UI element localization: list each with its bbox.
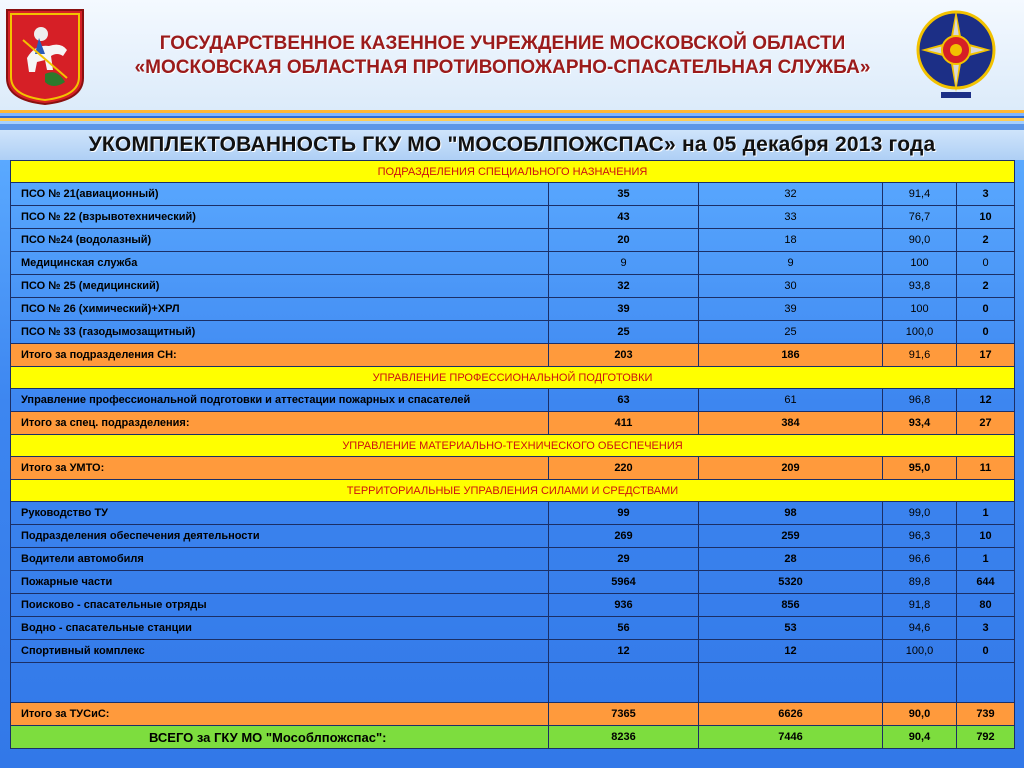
table-cell: 91,4 bbox=[883, 183, 957, 206]
staffing-table-area bbox=[0, 160, 1024, 768]
table-cell: Спортивный комплекс bbox=[11, 640, 549, 663]
table-cell: 0 bbox=[957, 252, 1015, 275]
subtotal-row bbox=[11, 703, 1015, 726]
title-main: УКОМПЛЕКТОВАННОСТЬ ГКУ МО "МОСОБЛПОЖСПАС» bbox=[88, 133, 676, 156]
table-cell: 8236 bbox=[549, 726, 699, 749]
header bbox=[0, 0, 1024, 110]
table-cell: Управление профессиональной подготовки и аттестации пожарных и спасателей bbox=[11, 389, 549, 412]
table-cell: 411 bbox=[549, 412, 699, 435]
table-cell: Итого за ТУСиС: bbox=[11, 703, 549, 726]
table-cell: 100 bbox=[883, 298, 957, 321]
table-cell: 856 bbox=[699, 594, 883, 617]
table-cell: 93,4 bbox=[883, 412, 957, 435]
table-cell: 20 bbox=[549, 229, 699, 252]
table-cell: 3 bbox=[957, 617, 1015, 640]
table-row bbox=[11, 321, 1015, 344]
table-cell: 2 bbox=[957, 229, 1015, 252]
table-cell: 90,0 bbox=[883, 229, 957, 252]
table-row bbox=[11, 571, 1015, 594]
table-cell: 53 bbox=[699, 617, 883, 640]
table-cell: 384 bbox=[699, 412, 883, 435]
table-cell: 94,6 bbox=[883, 617, 957, 640]
table-cell: 99,0 bbox=[883, 502, 957, 525]
table-cell: 9 bbox=[699, 252, 883, 275]
table-row bbox=[11, 525, 1015, 548]
table-cell: Руководство ТУ bbox=[11, 502, 549, 525]
table-row bbox=[11, 183, 1015, 206]
table-cell: ПСО № 25 (медицинский) bbox=[11, 275, 549, 298]
table-cell: 5964 bbox=[549, 571, 699, 594]
table-cell: Поисково - спасательные отряды bbox=[11, 594, 549, 617]
staffing-table bbox=[10, 160, 1015, 749]
table-cell: 96,3 bbox=[883, 525, 957, 548]
table-cell: 203 bbox=[549, 344, 699, 367]
table-row bbox=[11, 229, 1015, 252]
table-cell: 100,0 bbox=[883, 640, 957, 663]
table-cell: 76,7 bbox=[883, 206, 957, 229]
subtotal-row bbox=[11, 412, 1015, 435]
table-cell: 63 bbox=[549, 389, 699, 412]
table-cell: 186 bbox=[699, 344, 883, 367]
table-cell: 100,0 bbox=[883, 321, 957, 344]
table-cell: Подразделения обеспечения деятельности bbox=[11, 525, 549, 548]
table-cell: 936 bbox=[549, 594, 699, 617]
table-cell: 29 bbox=[549, 548, 699, 571]
table-row bbox=[11, 206, 1015, 229]
table-cell: 269 bbox=[549, 525, 699, 548]
table-cell: 33 bbox=[699, 206, 883, 229]
table-cell: 11 bbox=[957, 457, 1015, 480]
table-cell: ПСО № 26 (химический)+ХРЛ bbox=[11, 298, 549, 321]
table-cell: 89,8 bbox=[883, 571, 957, 594]
section-header bbox=[11, 480, 1015, 502]
moscow-oblast-coat-of-arms-icon bbox=[5, 8, 85, 105]
section-header bbox=[11, 435, 1015, 457]
rescue-service-emblem-icon bbox=[915, 2, 997, 102]
table-cell: 1 bbox=[957, 502, 1015, 525]
table-row bbox=[11, 298, 1015, 321]
table-cell: 259 bbox=[699, 525, 883, 548]
table-cell: 95,0 bbox=[883, 457, 957, 480]
table-cell: 18 bbox=[699, 229, 883, 252]
table-cell: 35 bbox=[549, 183, 699, 206]
table-cell: 3 bbox=[957, 183, 1015, 206]
table-cell: ПСО № 22 (взрывотехнический) bbox=[11, 206, 549, 229]
table-cell: 0 bbox=[957, 298, 1015, 321]
table-row bbox=[11, 252, 1015, 275]
table-cell: 17 bbox=[957, 344, 1015, 367]
table-cell: ПСО №24 (водолазный) bbox=[11, 229, 549, 252]
table-cell: 43 bbox=[549, 206, 699, 229]
table-cell: 644 bbox=[957, 571, 1015, 594]
table-cell: 96,6 bbox=[883, 548, 957, 571]
table-cell: ПСО № 21(авиационный) bbox=[11, 183, 549, 206]
table-row bbox=[11, 275, 1015, 298]
table-cell: 12 bbox=[957, 389, 1015, 412]
table-cell: Водно - спасательные станции bbox=[11, 617, 549, 640]
table-row bbox=[11, 617, 1015, 640]
table-cell: 100 bbox=[883, 252, 957, 275]
section-title: УПРАВЛЕНИЕ ПРОФЕССИОНАЛЬНОЙ ПОДГОТОВКИ bbox=[11, 367, 1015, 389]
table-cell: 2 bbox=[957, 275, 1015, 298]
table-cell: 30 bbox=[699, 275, 883, 298]
table-cell: 61 bbox=[699, 389, 883, 412]
table-cell: 98 bbox=[699, 502, 883, 525]
table-cell: 0 bbox=[957, 321, 1015, 344]
table-row bbox=[11, 502, 1015, 525]
table-cell: 5320 bbox=[699, 571, 883, 594]
table-cell: 56 bbox=[549, 617, 699, 640]
table-cell: 10 bbox=[957, 525, 1015, 548]
table-cell: 9 bbox=[549, 252, 699, 275]
table-cell: 7446 bbox=[699, 726, 883, 749]
table-cell: 80 bbox=[957, 594, 1015, 617]
org-line-2: «МОСКОВСКАЯ ОБЛАСТНАЯ ПРОТИВОПОЖАРНО-СПАСАТЕЛЬНАЯ СЛУЖБА» bbox=[134, 57, 871, 78]
table-cell: Пожарные части bbox=[11, 571, 549, 594]
page-title bbox=[0, 133, 1024, 157]
section-title: ПОДРАЗДЕЛЕНИЯ СПЕЦИАЛЬНОГО НАЗНАЧЕНИЯ bbox=[11, 161, 1015, 183]
section-title: УПРАВЛЕНИЕ МАТЕРИАЛЬНО-ТЕХНИЧЕСКОГО ОБЕСПЕЧЕНИЯ bbox=[11, 435, 1015, 457]
subtotal-row bbox=[11, 457, 1015, 480]
table-cell: 91,6 bbox=[883, 344, 957, 367]
section-header bbox=[11, 367, 1015, 389]
table-cell: 28 bbox=[699, 548, 883, 571]
organization-name bbox=[100, 32, 905, 80]
table-cell: 39 bbox=[699, 298, 883, 321]
table-cell: ВСЕГО за ГКУ МО "Мособлпожспас": bbox=[11, 726, 549, 749]
title-date: на 05 декабря 2013 года bbox=[675, 133, 936, 156]
org-line-1: ГОСУДАРСТВЕННОЕ КАЗЕННОЕ УЧРЕЖДЕНИЕ МОСКОВСКОЙ ОБЛАСТИ bbox=[159, 33, 846, 54]
table-cell: 90,4 bbox=[883, 726, 957, 749]
table-cell: 91,8 bbox=[883, 594, 957, 617]
table-cell: 93,8 bbox=[883, 275, 957, 298]
table-cell: 12 bbox=[699, 640, 883, 663]
table-cell: Итого за спец. подразделения: bbox=[11, 412, 549, 435]
table-cell: 6626 bbox=[699, 703, 883, 726]
table-cell: 1 bbox=[957, 548, 1015, 571]
table-cell: 0 bbox=[957, 640, 1015, 663]
table-cell: 10 bbox=[957, 206, 1015, 229]
table-cell: 99 bbox=[549, 502, 699, 525]
table-cell: 209 bbox=[699, 457, 883, 480]
table-row bbox=[11, 389, 1015, 412]
table-cell: 90,0 bbox=[883, 703, 957, 726]
table-cell: 32 bbox=[699, 183, 883, 206]
table-cell: 739 bbox=[957, 703, 1015, 726]
table-row bbox=[11, 594, 1015, 617]
table-cell: 27 bbox=[957, 412, 1015, 435]
table-cell: Водители автомобиля bbox=[11, 548, 549, 571]
table-cell: 12 bbox=[549, 640, 699, 663]
table-cell: 96,8 bbox=[883, 389, 957, 412]
table-cell: Итого за УМТО: bbox=[11, 457, 549, 480]
table-row bbox=[11, 640, 1015, 663]
grand-total-row bbox=[11, 726, 1015, 749]
table-cell: 25 bbox=[699, 321, 883, 344]
section-title: ТЕРРИТОРИАЛЬНЫЕ УПРАВЛЕНИЯ СИЛАМИ И СРЕДСТВАМИ bbox=[11, 480, 1015, 502]
table-cell: 220 bbox=[549, 457, 699, 480]
table-cell: 792 bbox=[957, 726, 1015, 749]
table-cell: 39 bbox=[549, 298, 699, 321]
table-cell: 32 bbox=[549, 275, 699, 298]
empty-row bbox=[11, 663, 1015, 703]
decorative-stripe bbox=[0, 110, 1024, 130]
table-row bbox=[11, 548, 1015, 571]
table-cell: 25 bbox=[549, 321, 699, 344]
table-cell: 7365 bbox=[549, 703, 699, 726]
table-cell: Итого за подразделения СН: bbox=[11, 344, 549, 367]
subtotal-row bbox=[11, 344, 1015, 367]
table-cell: ПСО № 33 (газодымозащитный) bbox=[11, 321, 549, 344]
section-header bbox=[11, 161, 1015, 183]
table-cell: Медицинская служба bbox=[11, 252, 549, 275]
